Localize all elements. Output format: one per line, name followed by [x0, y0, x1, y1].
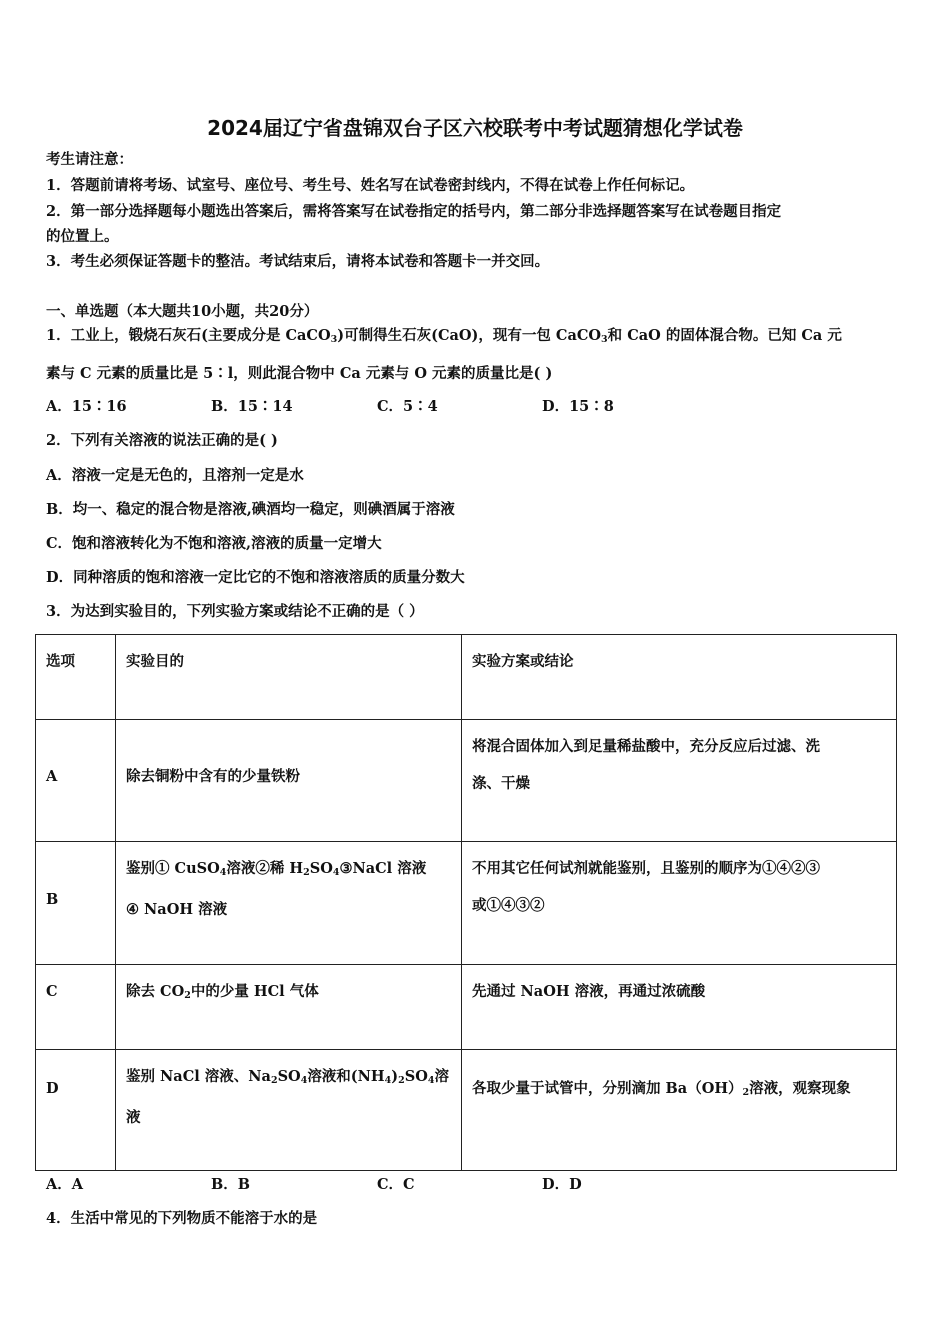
q3-option-a[interactable]: A．A [46, 1176, 84, 1193]
q1-option-a[interactable]: A．15∶16 [46, 398, 127, 415]
header-plan: 实验方案或结论 [462, 635, 897, 720]
notice-heading: 考生请注意： [46, 151, 133, 168]
q3-option-c[interactable]: C．C [377, 1176, 415, 1193]
header-option: 选项 [36, 635, 116, 720]
row-purpose: 鉴别① CuSO$_4$溶液②稀 $H_2SO_4③NaCl$ 溶液 ④ NaOH 溶液 [116, 842, 462, 965]
q1-option-b[interactable]: B．15∶14 [211, 398, 293, 415]
notice-item: 3．考生必须保证答题卡的整洁。考试结束后，请将本试卷和答题卡一并交回。 [46, 253, 550, 270]
q1-option-c[interactable]: C．5∶4 [377, 398, 438, 415]
q2-option-b[interactable]: B．均一、稳定的混合物是溶液,碘酒均一稳定，则碘酒属于溶液 [46, 501, 455, 518]
row-option-label: B [36, 842, 116, 965]
section-heading: 一、单选题（本大题共10小题，共20分） [46, 303, 319, 320]
q2-option-c[interactable]: C．饱和溶液转化为不饱和溶液,溶液的质量一定增大 [46, 535, 382, 552]
q2-option-d[interactable]: D．同种溶质的饱和溶液一定比它的不饱和溶液溶质的质量分数大 [46, 569, 465, 586]
question-1-stem-line1: 1．工业上，锻烧石灰石(主要成分是 CaCO$_3$)可制得生石灰(CaO)，现有一包 CaCO$_3$和 CaO 的固体混合物。已知 Ca 元 [46, 327, 842, 345]
row-plan: 各取少量于试管中，分别滴加 $Ba(OH)_2$溶液，观察现象 [462, 1050, 897, 1171]
row-purpose: 鉴别 NaCl 溶液、$Na_2SO_4$溶液和$(NH_4)_2SO_4$溶 液 [116, 1050, 462, 1171]
row-purpose: 除去铜粉中含有的少量铁粉 [116, 720, 462, 842]
page-title: 2024届辽宁省盘锦双台子区六校联考中考试题猜想化学试卷 [207, 116, 743, 140]
question-4-stem: 4．生活中常见的下列物质不能溶于水的是 [46, 1210, 318, 1227]
question-1-stem-line2: 素与 C 元素的质量比是 5∶l，则此混合物中 Ca 元素与 O 元素的质量比是( ) [46, 365, 553, 382]
row-plan: 不用其它任何试剂就能鉴别，且鉴别的顺序为①④②③ 或①④③② [462, 842, 897, 965]
q3-option-d[interactable]: D．D [542, 1176, 582, 1193]
q3-option-b[interactable]: B．B [211, 1176, 251, 1193]
row-option-label: A [36, 720, 116, 842]
notice-item: 2．第一部分选择题每小题选出答案后，需将答案写在试卷指定的括号内，第二部分非选择题答案写在试卷题目指定 [46, 203, 782, 220]
experiment-table [35, 634, 897, 1171]
row-plan: 将混合固体加入到足量稀盐酸中，充分反应后过滤、洗 涤、干燥 [462, 720, 897, 842]
row-plan: 先通过 NaOH 溶液，再通过浓硫酸 [462, 965, 897, 1050]
notice-item: 1．答题前请将考场、试室号、座位号、考生号、姓名写在试卷密封线内，不得在试卷上作任何标记。 [46, 177, 695, 194]
table-row [36, 842, 897, 965]
question-3-stem: 3．为达到实验目的，下列实验方案或结论不正确的是（ ） [46, 603, 424, 620]
notice-item: 的位置上。 [46, 228, 119, 245]
row-purpose: 除去 $CO_2$中的少量 HCl 气体 [116, 965, 462, 1050]
table-row [36, 720, 897, 842]
table-row [36, 965, 897, 1050]
table-header-row [36, 635, 897, 720]
row-option-label: D [36, 1050, 116, 1171]
row-option-label: C [36, 965, 116, 1050]
q1-option-d[interactable]: D．15∶8 [542, 398, 614, 415]
table-row [36, 1050, 897, 1171]
q2-option-a[interactable]: A．溶液一定是无色的，且溶剂一定是水 [46, 467, 304, 484]
question-2-stem: 2．下列有关溶液的说法正确的是( ) [46, 432, 278, 449]
header-purpose: 实验目的 [116, 635, 462, 720]
